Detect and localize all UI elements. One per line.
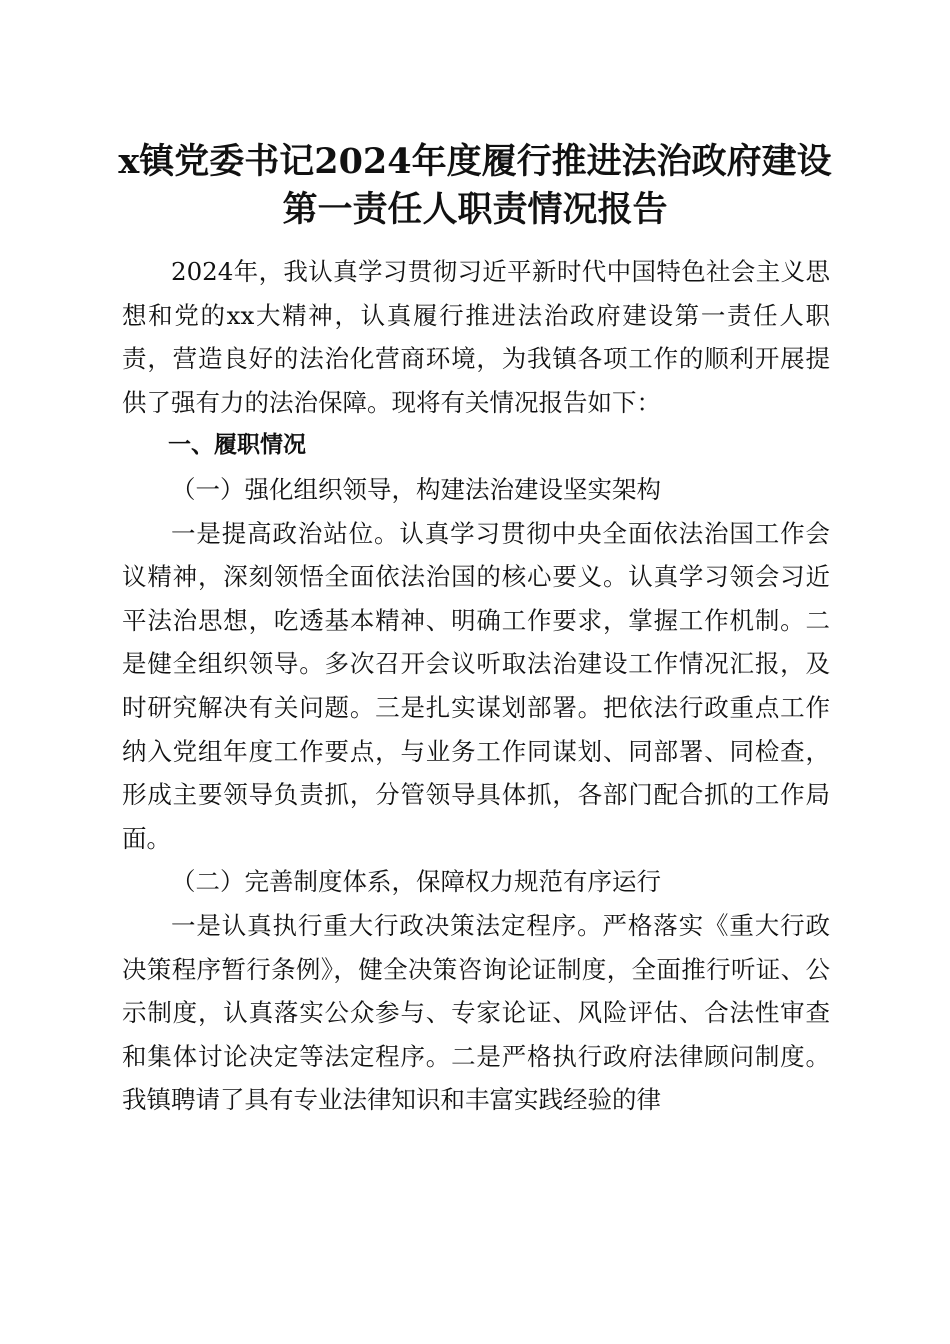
document-body	[122, 250, 830, 1122]
section-heading-performance: 一、履职情况	[168, 432, 306, 459]
subsection-heading-leadership: （一）强化组织领导，构建法治建设坚实架构	[171, 474, 661, 504]
document-title-line-2: 第一责任人职责情况报告	[282, 189, 668, 230]
subsection-paragraph-system: 一是认真执行重大行政决策法定程序。严格落实《重大行政决策程序暂行条例》，健全决策咨询论证制度，全面推行听证、公示制度，认真落实公众参与、专家论证、风险评估、合法性审查和集体讨论决定等法定程序。二是严格执行政府法律顾问制度。我镇聘请了具有专业法律知识和丰富实践经验的律	[122, 910, 830, 1115]
intro-paragraph: 2024年，我认真学习贯彻习近平新时代中国特色社会主义思想和党的xx大精神，认真履行推进法治政府建设第一责任人职责，营造良好的法治化营商环境，为我镇各项工作的顺利开展提供了强有力的法治保障。现将有关情况报告如下：	[122, 257, 830, 417]
document-title-line-1: x镇党委书记2024年度履行推进法治政府建设	[118, 141, 832, 182]
subsection-heading-system: （二）完善制度体系，保障权力规范有序运行	[171, 867, 661, 897]
subsection-paragraph-leadership: 一是提高政治站位。认真学习贯彻中央全面依法治国工作会议精神，深刻领悟全面依法治国的核心要义。认真学习领会习近平法治思想，吃透基本精神、明确工作要求，掌握工作机制。二是健全组织领导。多次召开会议听取法治建设工作情况汇报，及时研究解决有关问题。三是扎实谋划部署。把依法行政重点工作纳入党组年度工作要点，与业务工作同谋划、同部署、同检查，形成主要领导负责抓，分管领导具体抓，各部门配合抓的工作局面。	[122, 518, 830, 853]
